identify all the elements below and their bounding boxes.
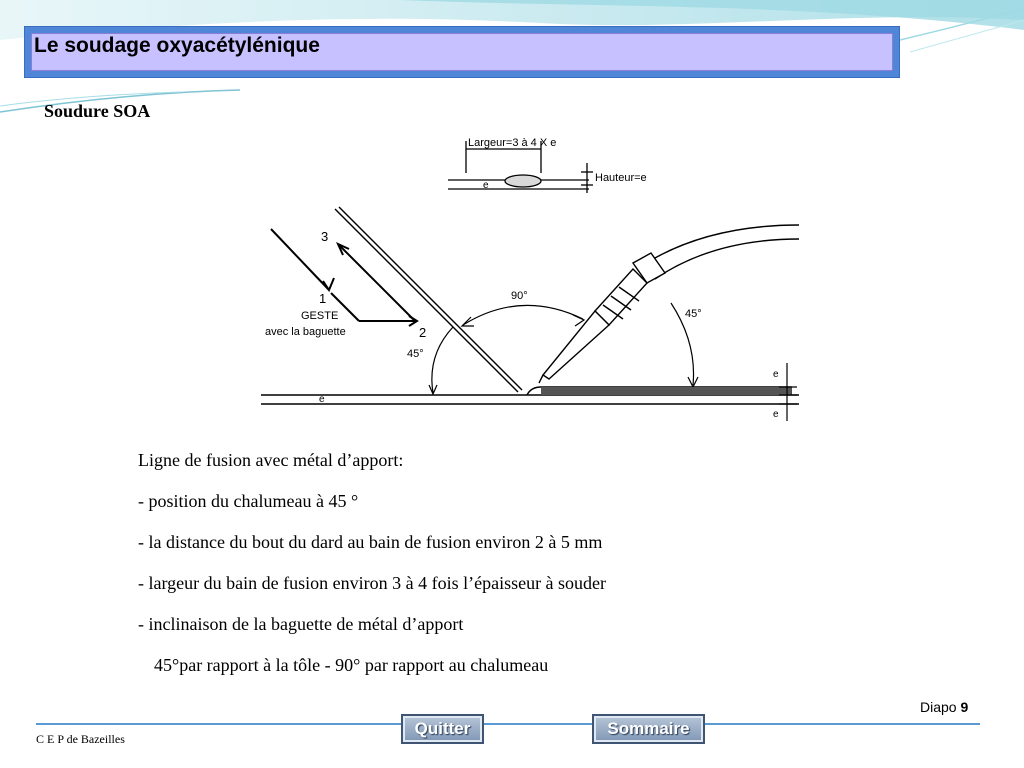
angle-45-torch: 45° — [685, 308, 702, 320]
step-1: 1 — [319, 291, 327, 306]
title-bar — [24, 26, 900, 78]
angle-90: 90° — [511, 290, 528, 302]
angle-45-rod-arc — [432, 327, 453, 393]
summary-button[interactable]: Sommaire — [592, 714, 705, 744]
slide-title: Le soudage oxyacétylénique — [34, 34, 320, 57]
slide-subtitle: Soudure SOA — [44, 101, 151, 121]
quit-button[interactable]: Quitter — [401, 714, 484, 744]
angle-45-rod: 45° — [407, 348, 424, 360]
thickness-label-base: e — [773, 409, 779, 420]
instruction-item: - la distance du bout du dard au bain de fusion environ 2 à 5 mm — [138, 532, 603, 552]
instruction-item: - position du chalumeau à 45 ° — [138, 491, 359, 511]
gesture-label: GESTE — [301, 310, 339, 322]
instructions — [138, 440, 778, 686]
angle-90-arc — [463, 305, 583, 325]
step-2: 2 — [419, 325, 427, 340]
filler-rod — [335, 207, 522, 392]
gesture-arrows — [271, 229, 417, 326]
thickness-label-top: e — [483, 180, 489, 191]
step-3: 3 — [321, 229, 329, 244]
organization-name: C E P de Bazeilles — [36, 732, 125, 746]
instruction-item: 45°par rapport à la tôle - 90° par rapport au chalumeau — [154, 655, 549, 675]
height-label: Hauteur=e — [595, 172, 647, 184]
slide-number-label: Diapo — [920, 699, 957, 715]
thickness-label-bead: e — [773, 369, 779, 380]
weld-bead — [541, 387, 791, 395]
footer-divider — [36, 723, 980, 725]
gesture-label-rod: avec la baguette — [265, 326, 346, 338]
slide-number-value: 9 — [960, 699, 969, 715]
instruction-item: - inclinaison de la baguette de métal d’apport — [138, 614, 464, 634]
instruction-heading: Ligne de fusion avec métal d’apport: — [138, 450, 404, 470]
welding-diagram — [231, 93, 799, 433]
torch — [539, 225, 799, 383]
instruction-item: - largeur du bain de fusion environ 3 à 4 fois l’épaisseur à souder — [138, 573, 607, 593]
slide-number — [920, 699, 968, 715]
width-label: Largeur=3 à 4 X e — [468, 137, 557, 149]
thickness-label-plate: e — [319, 394, 325, 405]
